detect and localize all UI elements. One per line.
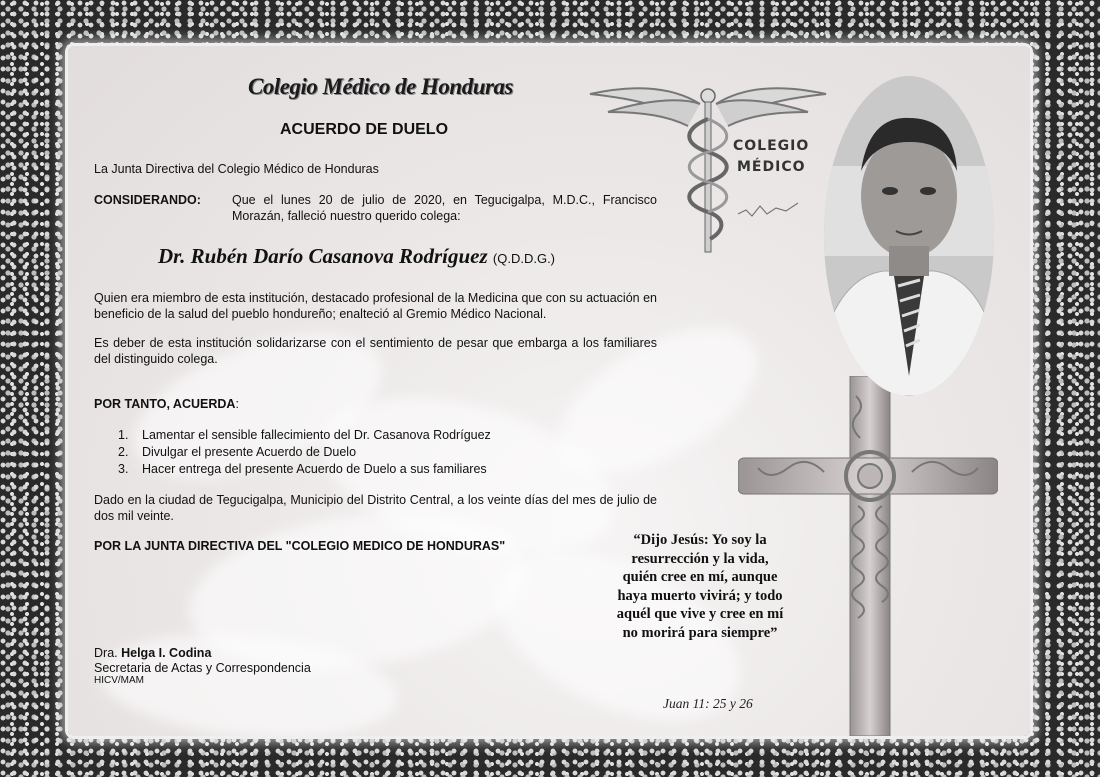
caduceus-logo: [588, 74, 828, 254]
list-item: 3. Hacer entrega del presente Acuerdo de Duelo a sus familiares: [118, 462, 487, 476]
signer-title: Secretaria de Actas y Correspondencia: [94, 661, 311, 675]
considerando-text: Que el lunes 20 de julio de 2020, en Tegucigalpa, M.D.C., Francisco Morazán, falleció nuestro querido colega:: [232, 193, 657, 223]
resolution-list: [118, 427, 491, 477]
quote-reference: Juan 11: 25 y 26: [663, 696, 753, 711]
dado-paragraph: Dado en la ciudad de Tegucigalpa, Municipio del Distrito Central, a los veinte días del mes de julio de dos mil veinte.: [94, 493, 657, 523]
tribute-paragraph: Quien era miembro de esta institución, destacado profesional de la Medicina que con su actuación en beneficio de la salud del pueblo hondureño; enalteció al Gremio Médico Nacional.: [94, 291, 657, 321]
considerando-label: CONSIDERANDO:: [94, 193, 201, 207]
bible-quote: “Dijo Jesús: Yo soy la resurrección y la vida, quién cree en mí, aunque haya muerto vivirá; y todo aquél que vive y cree en mí no morirá para siempre”: [616, 532, 784, 641]
portrait-photo: [824, 76, 994, 396]
logo-text-colegio: COLEGIO: [733, 138, 810, 154]
list-item: 2. Divulgar el presente Acuerdo de Duelo: [118, 445, 357, 459]
signer-name: Dra. Helga I. Codina: [94, 646, 212, 660]
por-tanto-label: POR TANTO, ACUERDA:: [94, 397, 239, 411]
logo-text-medico: MÉDICO: [737, 159, 806, 175]
intro-text: La Junta Directiva del Colegio Médico de Honduras: [94, 162, 379, 176]
condolence-card: [68, 46, 1030, 736]
list-item: 1. Lamentar el sensible fallecimiento del Dr. Casanova Rodríguez: [118, 428, 491, 442]
deceased-name: Dr. Rubén Darío Casanova Rodríguez (Q.D.D.G.): [158, 244, 556, 268]
document-heading: ACUERDO DE DUELO: [280, 121, 449, 138]
junta-signature-line: POR LA JUNTA DIRECTIVA DEL "COLEGIO MEDICO DE HONDURAS": [94, 539, 506, 553]
qddg-suffix: (Q.D.D.G.): [492, 251, 556, 266]
brand-title: Colegio Médico de Honduras: [248, 74, 513, 99]
initials: HICV/MAM: [94, 675, 144, 686]
solidarity-paragraph: Es deber de esta institución solidarizarse con el sentimiento de pesar que embarga a los familiares del distinguido colega.: [94, 336, 657, 366]
